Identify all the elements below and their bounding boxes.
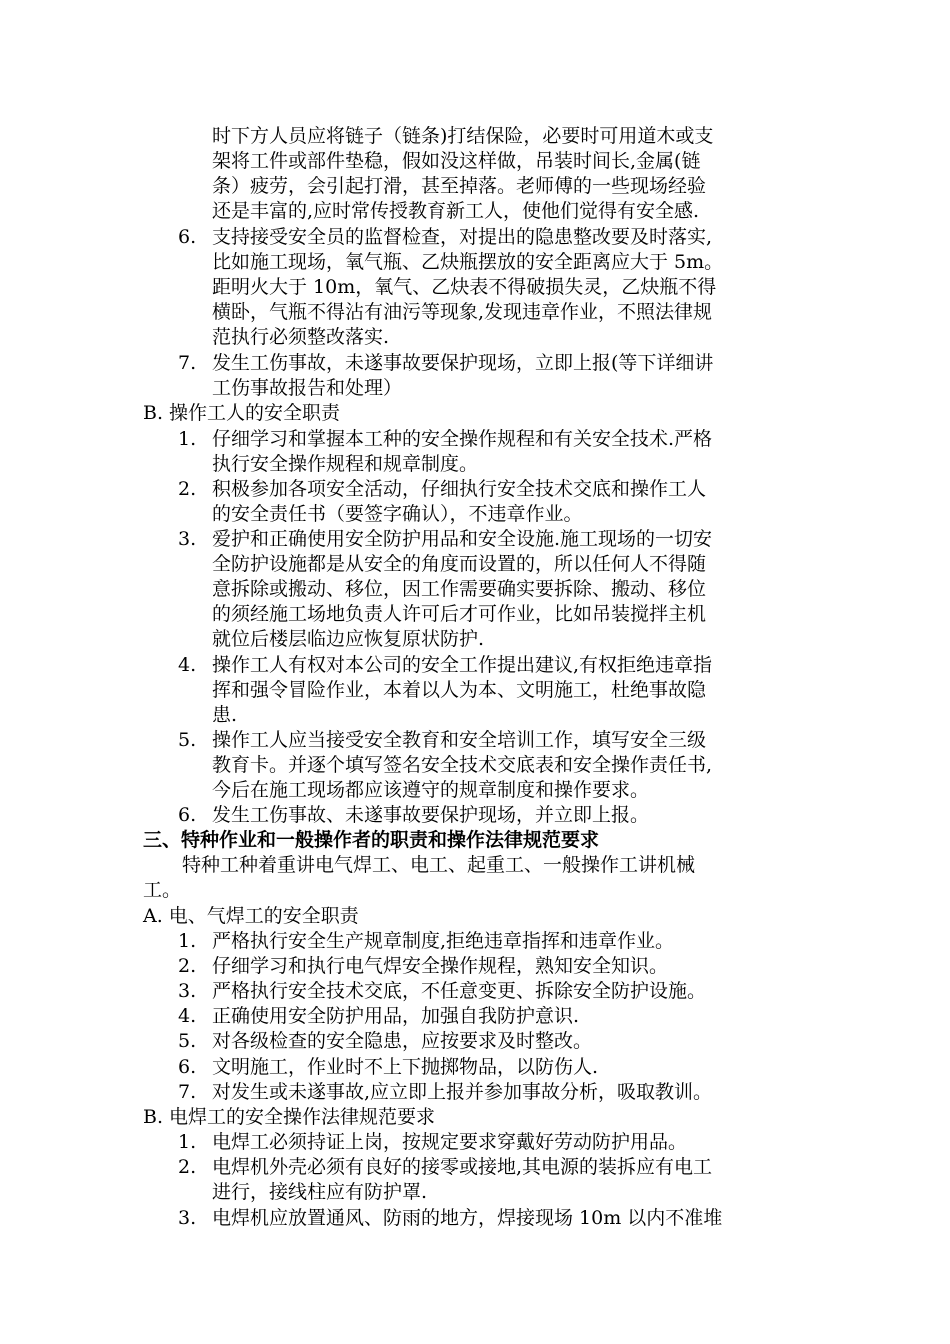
list-item-number: 5. [178, 729, 197, 751]
list-item-line: 发生工伤事故、未遂事故要保护现场，并立即上报。 [212, 804, 650, 826]
paragraph-line: 特种工种着重讲电气焊工、电工、起重工、一般操作工讲机械 [182, 854, 696, 876]
list-item-number: 2. [178, 955, 197, 977]
list-item-line: 挥和强令冒险作业，本着以人为本、文明施工，杜绝事故隐 [212, 679, 707, 701]
list-item-line: 支持接受安全员的监督检查，对提出的隐患整改要及时落实, [212, 226, 713, 248]
list-item-line: 电焊机应放置通风、防雨的地方，焊接现场 10m 以内不准堆 [212, 1207, 723, 1229]
section-heading: B. 电焊工的安全操作法律规范要求 [143, 1106, 436, 1128]
list-item-number: 5. [178, 1030, 197, 1052]
list-item-line: 比如施工现场，氧气瓶、乙炔瓶摆放的安全距离应大于 5m。 [212, 251, 724, 273]
list-item-line: 执行安全操作规程和规章制度。 [212, 453, 479, 475]
list-item-line: 全防护设施都是从安全的角度而设置的，所以任何人不得随 [212, 553, 707, 575]
list-item-line: 的须经施工场地负责人许可后才可作业，比如吊装搅拌主机 [212, 603, 707, 625]
list-item-line: 横卧，气瓶不得沾有油污等现象,发现违章作业，不照法律规 [212, 301, 713, 323]
list-item-line: 严格执行安全技术交底，不任意变更、拆除安全防护设施。 [212, 980, 707, 1002]
list-item-line: 正确使用安全防护用品，加强自我防护意识. [212, 1005, 580, 1027]
list-item-number: 1. [178, 930, 197, 952]
paragraph-line: 工。 [143, 879, 182, 901]
list-item-line: 的安全责任书（要签字确认），不违章作业。 [212, 503, 583, 525]
text-line: 还是丰富的,应时常传授教育新工人，使他们觉得有安全感. [212, 200, 700, 222]
list-item-line: 范执行必须整改落实. [212, 326, 390, 348]
list-item-number: 3. [178, 1207, 197, 1229]
list-item-line: 积极参加各项安全活动，仔细执行安全技术交底和操作工人 [212, 478, 707, 500]
list-item-line: 操作工人应当接受安全教育和安全培训工作，填写安全三级 [212, 729, 707, 751]
list-item-number: 7. [178, 1081, 197, 1103]
text-line: 时下方人员应将链子（链条)打结保险，必要时可用道木或支 [212, 125, 714, 147]
list-item-number: 3. [178, 528, 197, 550]
list-item-line: 进行，接线柱应有防护罩. [212, 1181, 428, 1203]
list-item-number: 1. [178, 428, 197, 450]
list-item-number: 2. [178, 478, 197, 500]
list-item-line: 教育卡。并逐个填写签名安全技术交底表和安全操作责任书, [212, 754, 713, 776]
list-item-number: 3. [178, 980, 197, 1002]
list-item-line: 操作工人有权对本公司的安全工作提出建议,有权拒绝违章指 [212, 654, 713, 676]
section-heading: A. 电、气焊工的安全职责 [143, 905, 359, 927]
list-item-number: 6. [178, 226, 197, 248]
text-line: 架将工件或部件垫稳，假如没这样做，吊装时间长,金属(链 [212, 150, 701, 172]
list-item-line: 发生工伤事故，未遂事故要保护现场，立即上报(等下详细讲 [212, 352, 714, 374]
text-line: 条）疲劳，会引起打滑，甚至掉落。老师傅的一些现场经验 [212, 175, 707, 197]
list-item-line: 距明火大于 10m，氧气、乙炔表不得破损失灵，乙炔瓶不得 [212, 276, 717, 298]
section-heading: 三、特种作业和一般操作者的职责和操作法律规范要求 [143, 829, 600, 851]
list-item-line: 文明施工，作业时不上下抛掷物品，以防伤人. [212, 1056, 599, 1078]
list-item-number: 4. [178, 1005, 197, 1027]
section-heading: B. 操作工人的安全职责 [143, 402, 341, 424]
list-item-number: 1. [178, 1131, 197, 1153]
list-item-line: 仔细学习和掌握本工种的安全操作规程和有关安全技术.严格 [212, 428, 713, 450]
list-item-line: 意拆除或搬动、移位，因工作需要确实要拆除、搬动、移位 [212, 578, 707, 600]
list-item-line: 今后在施工现场都应该遵守的规章制度和操作要求。 [212, 779, 650, 801]
list-item-line: 爱护和正确使用安全防护用品和安全设施.施工现场的一切安 [212, 528, 713, 550]
list-item-number: 6. [178, 1056, 197, 1078]
list-item-line: 对发生或未遂事故,应立即上报并参加事故分析，吸取教训。 [212, 1081, 713, 1103]
list-item-number: 4. [178, 654, 197, 676]
list-item-line: 电焊工必须持证上岗，按规定要求穿戴好劳动防护用品。 [212, 1131, 688, 1153]
list-item-line: 就位后楼层临边应恢复原状防护. [212, 628, 485, 650]
list-item-line: 对各级检查的安全隐患，应按要求及时整改。 [212, 1030, 593, 1052]
list-item-number: 6. [178, 804, 197, 826]
list-item-number: 7. [178, 352, 197, 374]
list-item-number: 2. [178, 1156, 197, 1178]
list-item-line: 仔细学习和执行电气焊安全操作规程，熟知安全知识。 [212, 955, 669, 977]
list-item-line: 工伤事故报告和处理） [212, 377, 403, 399]
list-item-line: 患. [212, 704, 238, 726]
list-item-line: 严格执行安全生产规章制度,拒绝违章指挥和违章作业。 [212, 930, 675, 952]
list-item-line: 电焊机外壳必须有良好的接零或接地,其电源的装拆应有电工 [212, 1156, 713, 1178]
